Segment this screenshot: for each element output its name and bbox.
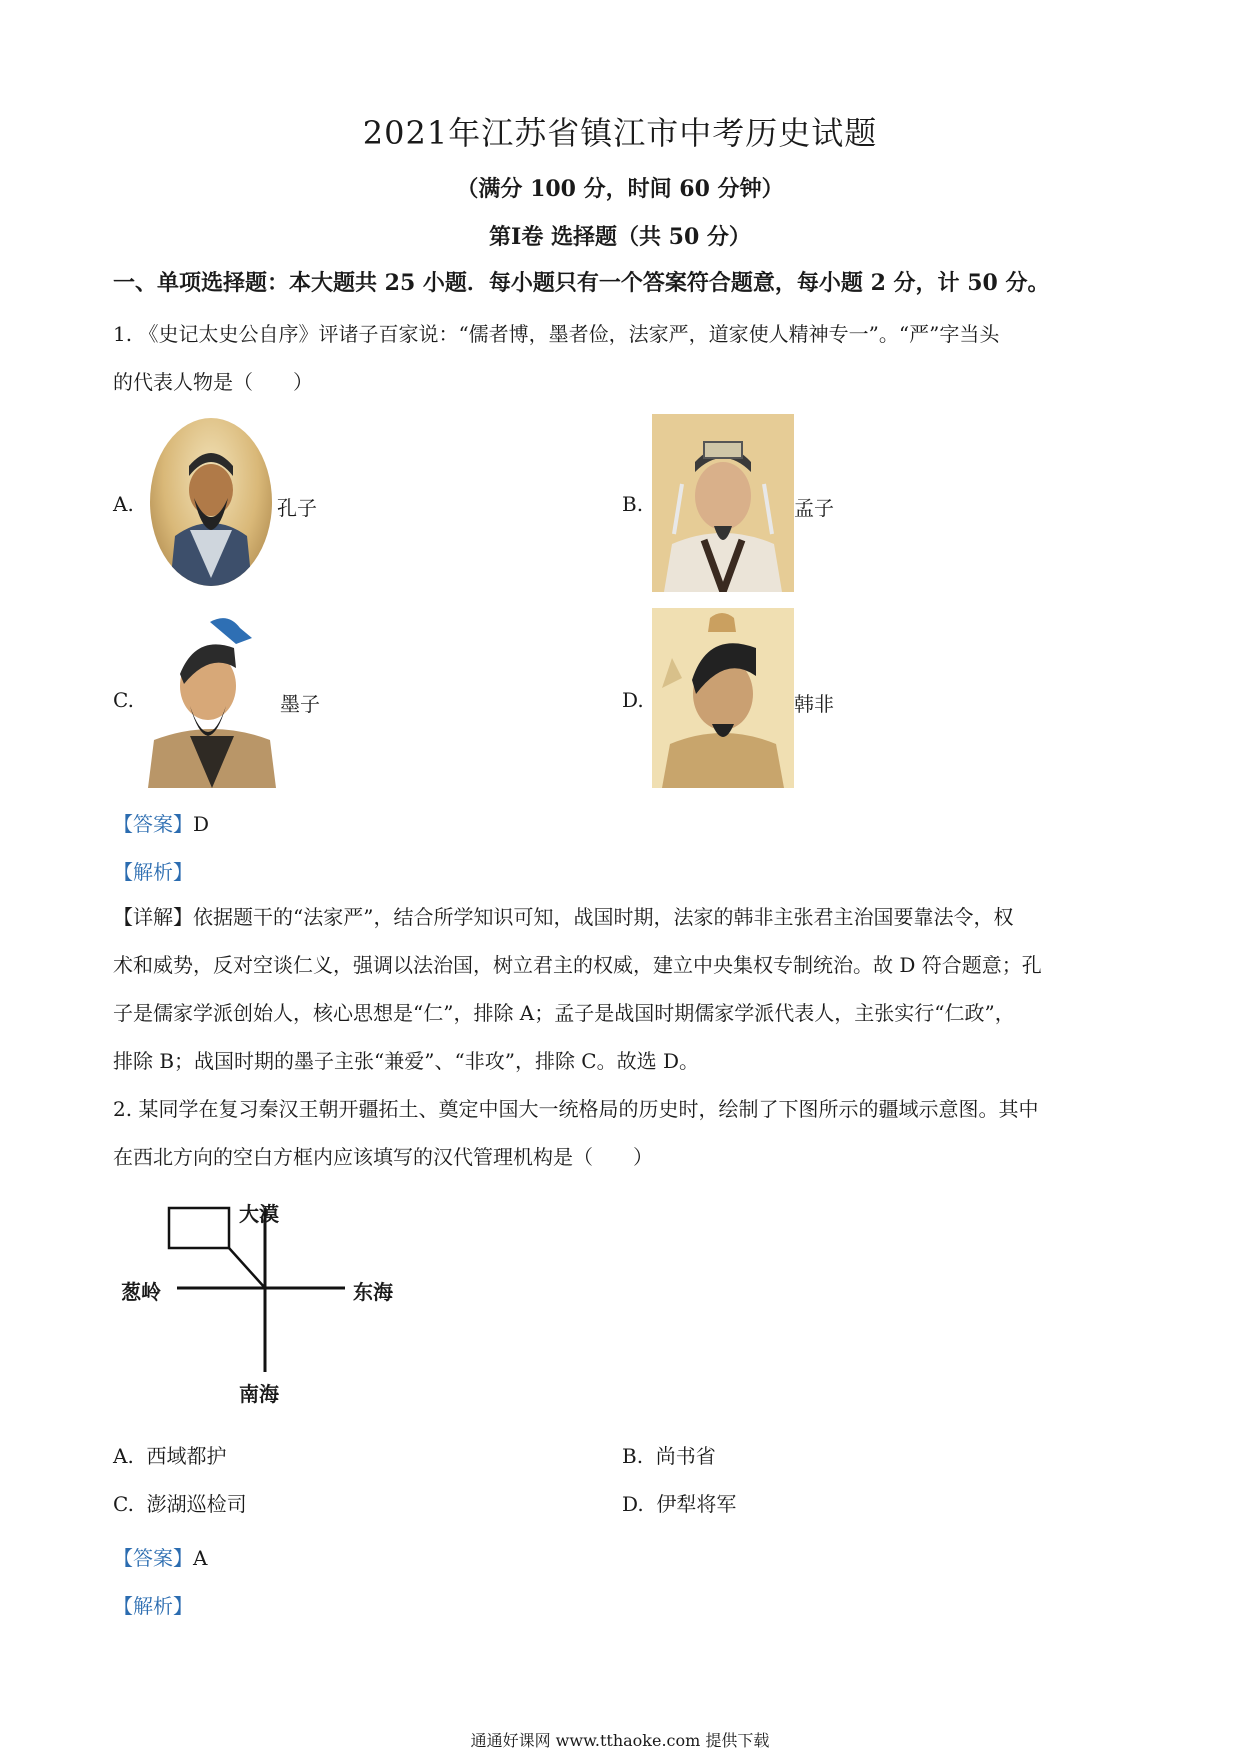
q1-answer-value: D (193, 812, 210, 836)
q1-option-a-letter: A. (113, 492, 134, 516)
q1-option-c-letter: C. (113, 688, 134, 712)
footer-credit: 通通好课网 www.tthaoke.com 提供下载 (470, 1731, 770, 1750)
q1-analysis-tag: 解析 (133, 860, 173, 884)
confucius-portrait (150, 418, 272, 586)
part-heading: 第Ⅰ卷 选择题（共 50 分） (489, 224, 751, 250)
q1-detail-line3: 子是儒家学派创始人，核心思想是“仁”，排除 A；孟子是战国时期儒家学派代表人，主张实行“仁政”， (113, 1001, 1015, 1025)
q1-detail-tag: 【详解】 (113, 905, 193, 929)
q2-answer: 【答案】A (113, 1546, 208, 1570)
q2-option-b: B. 尚书省 (622, 1444, 716, 1468)
q1-detail-line1: 【详解】依据题干的“法家严”，结合所学知识可知，战国时期，法家的韩非主张君主治国要靠法令，权 (113, 905, 1014, 929)
q1-option-d-letter: D. (622, 688, 644, 712)
map-label-west: 葱岭 (121, 1280, 161, 1304)
q2-stem-line1: 2. 某同学在复习秦汉王朝开疆拓土、奠定中国大一统格局的历史时，绘制了下图所示的疆域示意图。其中 (113, 1097, 1039, 1121)
q1-answer-tag: 答案 (133, 812, 173, 836)
q2-answer-value: A (193, 1546, 208, 1570)
q1-option-b-name: 孟子 (794, 496, 834, 520)
hanfei-portrait (652, 608, 794, 788)
exam-subtitle: （满分 100 分，时间 60 分钟） (456, 176, 784, 202)
q1-option-d-name: 韩非 (794, 692, 834, 716)
q1-option-b-letter: B. (622, 492, 644, 516)
q2-option-c: C. 澎湖巡检司 (113, 1492, 247, 1516)
q1-stem-line2: 的代表人物是（ ） (113, 370, 313, 394)
q2-analysis: 【解析】 (113, 1594, 193, 1618)
q1-detail-line4: 排除 B；战国时期的墨子主张“兼爱”、“非攻”，排除 C。故选 D。 (113, 1049, 700, 1073)
q2-option-a: A. 西域都护 (113, 1444, 227, 1468)
q1-option-c-name: 墨子 (280, 692, 320, 716)
q2-answer-tag: 答案 (133, 1546, 173, 1570)
map-label-south: 南海 (239, 1382, 279, 1406)
q2-option-d: D. 伊犁将军 (622, 1492, 737, 1516)
q2-stem-line2: 在西北方向的空白方框内应该填写的汉代管理机构是（ ） (113, 1145, 653, 1169)
map-label-north: 大漠 (239, 1202, 279, 1226)
section-heading: 一、单项选择题：本大题共 25 小题．每小题只有一个答案符合题意，每小题 2 分，计 50 分。 (113, 270, 1050, 296)
q1-detail-line2: 术和威势，反对空谈仁义，强调以法治国，树立君主的权威，建立中央集权专制统治。故 D 符合题意；孔 (113, 953, 1042, 977)
q1-stem-line1: 1. 《史记太史公自序》评诸子百家说：“儒者博，墨者俭，法家严，道家使人精神专一”。“严”字当头 (113, 322, 1000, 346)
blank-box (169, 1208, 229, 1248)
q1-answer: 【答案】D (113, 812, 210, 836)
q1-analysis: 【解析】 (113, 860, 193, 884)
territory-diagram (113, 1190, 433, 1410)
mencius-portrait (652, 414, 794, 592)
page-title: 2021年江苏省镇江市中考历史试题 (362, 114, 878, 152)
q2-analysis-tag: 解析 (133, 1594, 173, 1618)
map-label-east: 东海 (353, 1280, 393, 1304)
q1-option-a-name: 孔子 (277, 496, 317, 520)
mozi-portrait (144, 608, 280, 788)
